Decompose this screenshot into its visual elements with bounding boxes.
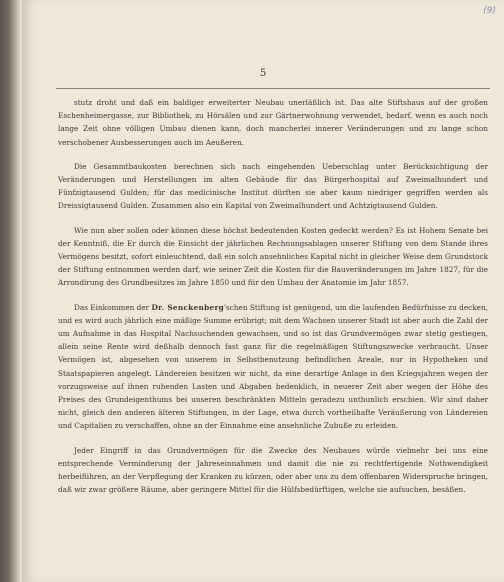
paragraph: Wie nun aber sollen oder können diese höchst bedeutenden Kosten gedeckt werden? Es ist Hohem Senate bei der Kenntniß, die Er durch die Einsicht der jährlichen Rechnungsablagen unserer Stiftung von dem Stande ihres Vermögens besitzt, sofort einleuchtend, daß ein solch ansehnliches Kapital nicht in gleicher Weise dem Grundstock der Stiftung entnommen werden darf, wie seiner Zeit die Kosten für die Bauveränderungen im Jahre 1827, für die Arrondirung des Grundbesitzes im Jahre 1850 und für den Umbau der Anatomie im Jahr 1857. [58, 225, 488, 288]
page-corner-mark: (9) [483, 6, 496, 16]
page-number: 5 [259, 68, 267, 79]
paragraph-lead: Das Einkommen der [74, 302, 152, 312]
document-page [22, 0, 504, 582]
header-rule [56, 88, 490, 89]
paragraph: Jeder Eingriff in das Grundvermögen für die Zwecke des Neubaues würde vielmehr bei uns eine entsprechende Verminderung der Jahreseinnahmen und damit die nie zu rechtfertigende Nothwendigkeit herbeiführen, an der Verpflegung der Kranken zu kürzen, oder aber uns zu dem offenbaren Widerspruche bringen, daß wir zwar größere Räume, aber geringere Mittel für die Hülfsbedürftigen, welche sie aufsuchen, besäßen. [58, 445, 488, 495]
paragraph: stutz droht und daß ein baldiger erweiterter Neubau unerläßlich ist. Das alte Stiftshaus auf der großen Eschenheimergasse, zur Bibliothek, zu Hörsälen und zur Gärtnerwohnung verwendet, bedarf, wenn es auch noch lange Zeit ohne völligen Umbau dienen kann, doch mancherlei innerer Veränderungen und zu lange schon verschobener Ausbesserungen auch im Aeußeren. [58, 98, 488, 147]
paragraph: Die Gesammtbaukosten berechnen sich nach eingehenden Ueberschlag unter Berücksichtigung der Veränderungen und Herstellungen im alten Gebäude für das Bürgerhospital auf Zweimalhundert und Fünfzigtausend Gulden; für das medicinische Institut dürften sie aber kaum niedriger gegriffen werden als Dreissigtausend Gulden. Zusammen also ein Kapital von Zweimalhundert und Achtzigtausend Gulden. [58, 161, 488, 211]
paragraph-text: 'schen Stiftung ist genügend, um die laufenden Bedürfnisse zu decken, und es wird auch jährlich eine mäßige Summe erübrigt; mit dem Wachsen unserer Stadt ist aber auch die Zahl der um Aufnahme in das Hospital Nachsuchenden gewachsen, und so ist das Grundvermögen zwar stetig gestiegen, allein seine Rente wird deßhalb dennoch fast ganz für die regelmäßigen Stiftungszwecke verbraucht. Unser Vermögen ist, abgesehen von unserem in Selbstbenutzung befindlichen Areale, nur in Hypotheken und Staatspapieren angelegt. Ländereien besitzen wir nicht, da eine derartige Anlage in den Kriegsjahren wegen der vorzugsweise auf ihnen ruhenden Lasten und Abgaben bedenklich, in neuerer Zeit aber wegen der Höhe des Preises des Grundeigenthums bei unseren beschränkten Mitteln geradezu unthunlich erschien. Wir sind daher nicht, gleich den anderen älteren Stiftungen, in der Lage, etwa durch vortheilhafte Veräußerung von Ländereien und Capitalien zu verschaffen, ohne an der Einnahme eine ansehnliche Zubuße zu erleiden. [58, 302, 488, 431]
paragraph [58, 301, 488, 433]
person-name: Dr. Senckenberg [151, 302, 225, 312]
document-body [58, 96, 488, 507]
